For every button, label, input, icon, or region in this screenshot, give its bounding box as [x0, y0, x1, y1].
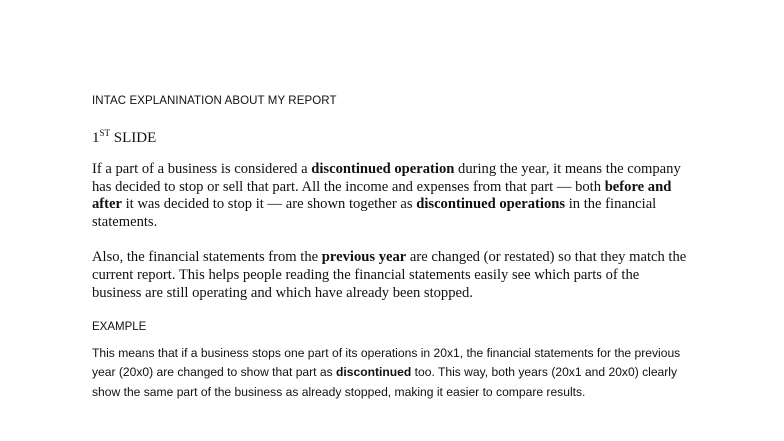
bold-term: discontinued operation — [311, 161, 455, 177]
paragraph-discontinued-operation — [92, 161, 692, 231]
text-run: This means that if a business stops one part of its operations in 20x1, the financial statements for the previous year (20x0) are changed to show that part as — [92, 346, 681, 380]
bold-term: previous year — [321, 249, 407, 266]
slide-number-suffix: ST — [99, 128, 111, 138]
paragraph-restated-statements — [92, 249, 692, 302]
example-paragraph — [92, 344, 692, 402]
text-run: Also, the financial statements from the — [92, 249, 322, 266]
text-run: in the financial statements. — [92, 196, 657, 230]
bold-term: discontinued — [336, 365, 412, 380]
bold-term: before and after — [92, 178, 672, 213]
slide-title-text: SLIDE — [110, 130, 157, 146]
slide-number: 1 — [92, 130, 100, 146]
text-run: it was decided to stop it — are shown together as — [121, 196, 417, 213]
text-run: If a part of a business is considered a — [92, 161, 312, 177]
text-run: are changed (or restated) so that they match the current report. This helps people reading the financial statements easily see which parts of the business are still operating and which have already been stopped. — [92, 249, 687, 301]
example-label: EXAMPLE — [92, 321, 147, 334]
bold-term: discontinued operations — [416, 196, 566, 213]
document-heading: INTAC EXPLANINATION ABOUT MY REPORT — [92, 95, 337, 107]
document-body — [92, 93, 692, 414]
text-run: during the year, it means the company has decided to stop or sell that part. All the income and expenses from that part — both — [92, 161, 681, 195]
slide-title — [92, 129, 692, 147]
text-run: too. This way, both years (20x1 and 20x0) clearly show the same part of the business as already stopped, making it easier to compare results. — [92, 365, 678, 399]
